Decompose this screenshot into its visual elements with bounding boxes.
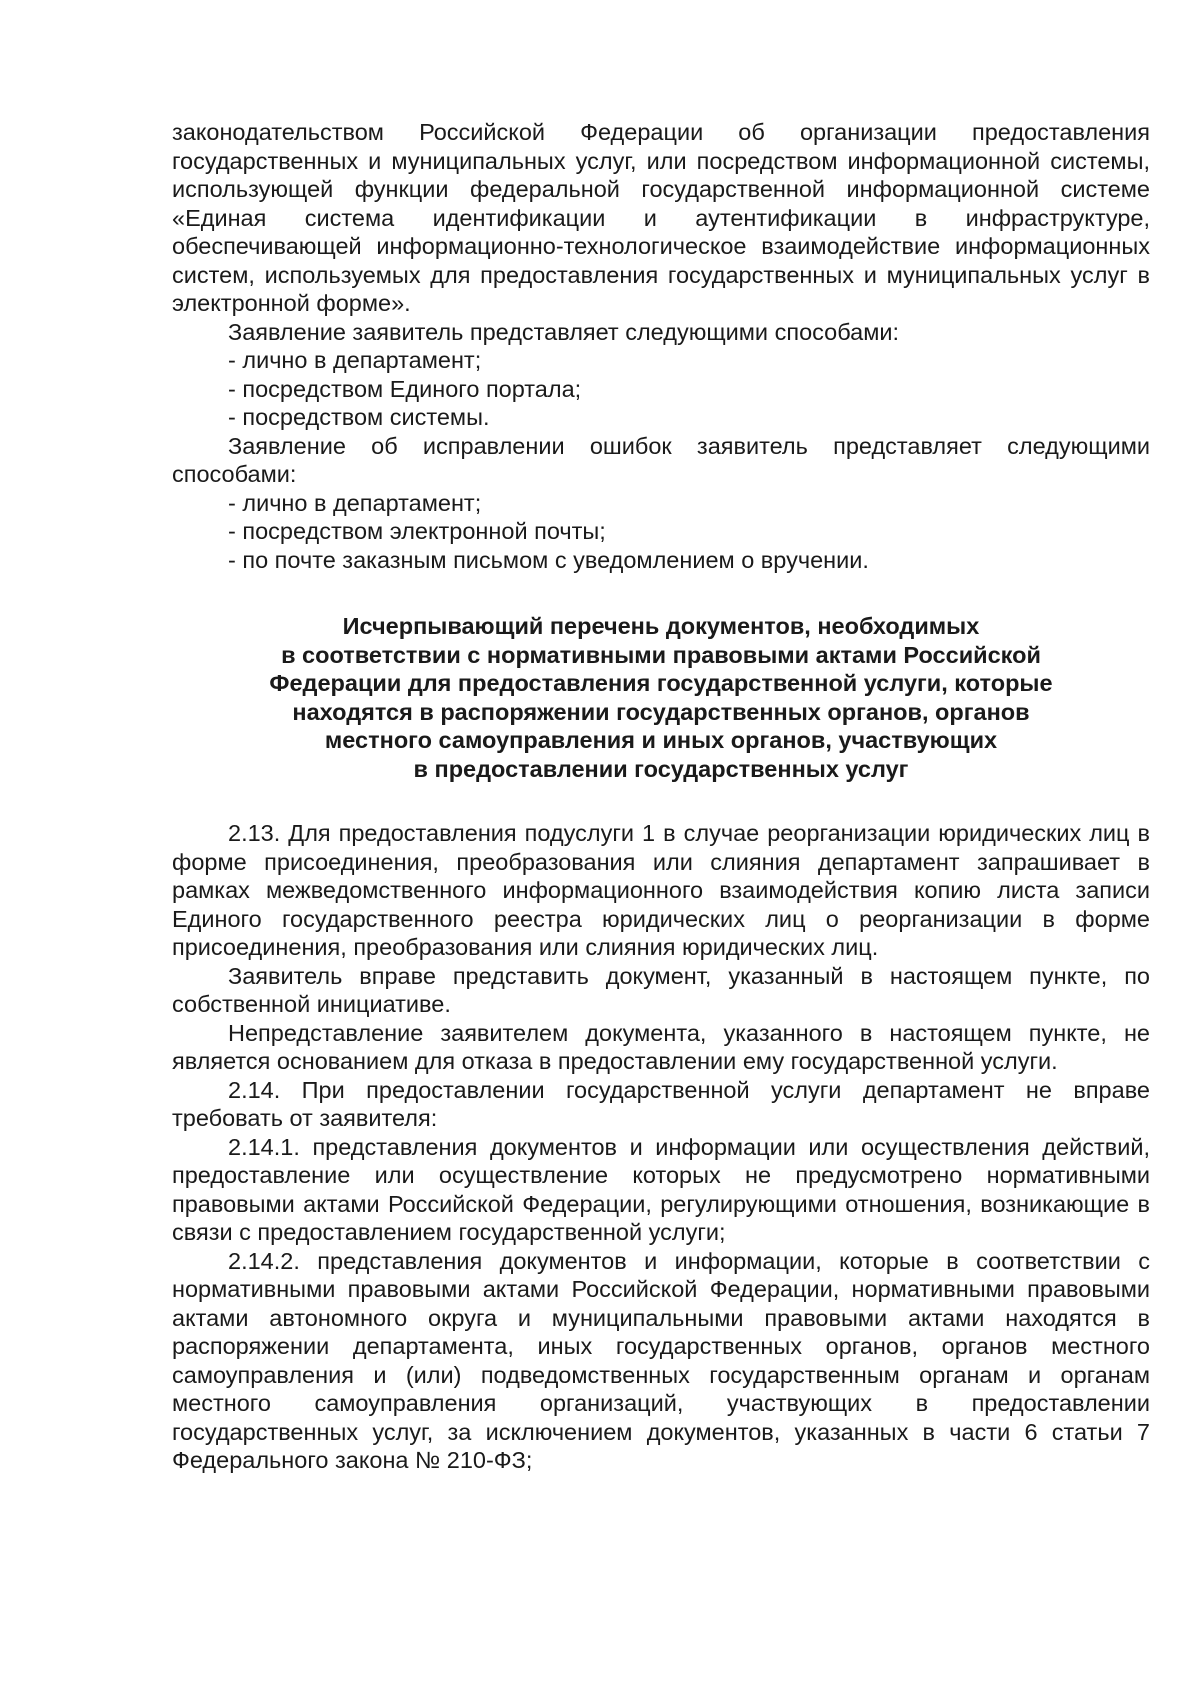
intro-continuation-paragraph: законодательством Российской Федерации об организации предоставления государственных и муниципальных услуг, или посредством информационной системы, использующей функции федеральной государственной информационной системе «Единая система идентификации и аутентификации в инфраструктуре, обеспечивающей информационно-технологическое взаимодействие информационных систем, используемых для предоставления государственных и муниципальных услуг в электронной форме». <box>172 119 1150 316</box>
paragraph-2-13: 2.13. Для предоставления подуслуги 1 в случае реорганизации юридических лиц в форме присоединения, преобразования или слияния департамент запрашивает в рамках межведомственного информационного взаимодействия копию листа записи Единого государственного реестра юридических лиц о реорганизации в форме присоединения, преобразования или слияния юридических лиц. <box>172 820 1150 960</box>
paragraph-non-submission: Непредставление заявителем документа, указанного в настоящем пункте, не является основанием для отказа в предоставлении ему государственной услуги. <box>172 1019 1150 1074</box>
submit-methods-lead: Заявление заявитель представляет следующими способами: <box>228 318 900 345</box>
paragraph-applicant-right: Заявитель вправе представить документ, указанный в настоящем пункте, по собственной инициативе. <box>172 962 1150 1017</box>
correction-methods-lead: Заявление об исправлении ошибок заявитель представляет следующими способами: <box>172 432 1150 487</box>
submit-method-item: - посредством Единого портала; <box>228 375 582 402</box>
document-page <box>172 118 1150 1475</box>
paragraph-2-14: 2.14. При предоставлении государственной услуги департамент не вправе требовать от заявителя: <box>172 1076 1150 1131</box>
paragraph-2-14-2: 2.14.2. представления документов и информации, которые в соответствии с нормативными правовыми актами Российской Федерации, нормативными правовыми актами автономного округа и муниципальными правовыми актами находятся в распоряжении департамента, иных государственных органов, органов местного самоуправления и (или) подведомственных государственным органам и органам местного самоуправления организаций, участвующих в предоставлении государственных услуг, за исключением документов, указанных в части 6 статьи 7 Федерального закона № 210-ФЗ; <box>172 1247 1150 1473</box>
submit-method-item: - посредством системы. <box>228 404 490 430</box>
correction-method-item: - по почте заказным письмом с уведомлением о вручении. <box>228 546 869 573</box>
paragraph-2-14-1: 2.14.1. представления документов и информации или осуществления действий, предоставление или осуществление которых не предусмотрено нормативными правовыми актами Российской Федерации, регулирующими отношения, возникающие в связи с предоставлением государственной услуги; <box>172 1133 1150 1245</box>
correction-method-item: - лично в департамент; <box>228 489 482 516</box>
section-heading-line: находятся в распоряжении государственных органов, органов <box>292 698 1030 725</box>
correction-method-item: - посредством электронной почты; <box>228 518 606 544</box>
submit-method-item: - лично в департамент; <box>228 347 482 373</box>
section-heading-line: в предоставлении государственных услуг <box>413 755 909 782</box>
section-heading-line: Исчерпывающий перечень документов, необходимых <box>342 613 980 639</box>
section-heading-line: местного самоуправления и иных органов, участвующих <box>324 727 998 753</box>
section-heading-line: в соответствии с нормативными правовыми актами Российской <box>281 641 1041 668</box>
section-heading-line: Федерации для предоставления государственной услуги, которые <box>269 670 1053 696</box>
section-heading <box>172 612 1150 783</box>
